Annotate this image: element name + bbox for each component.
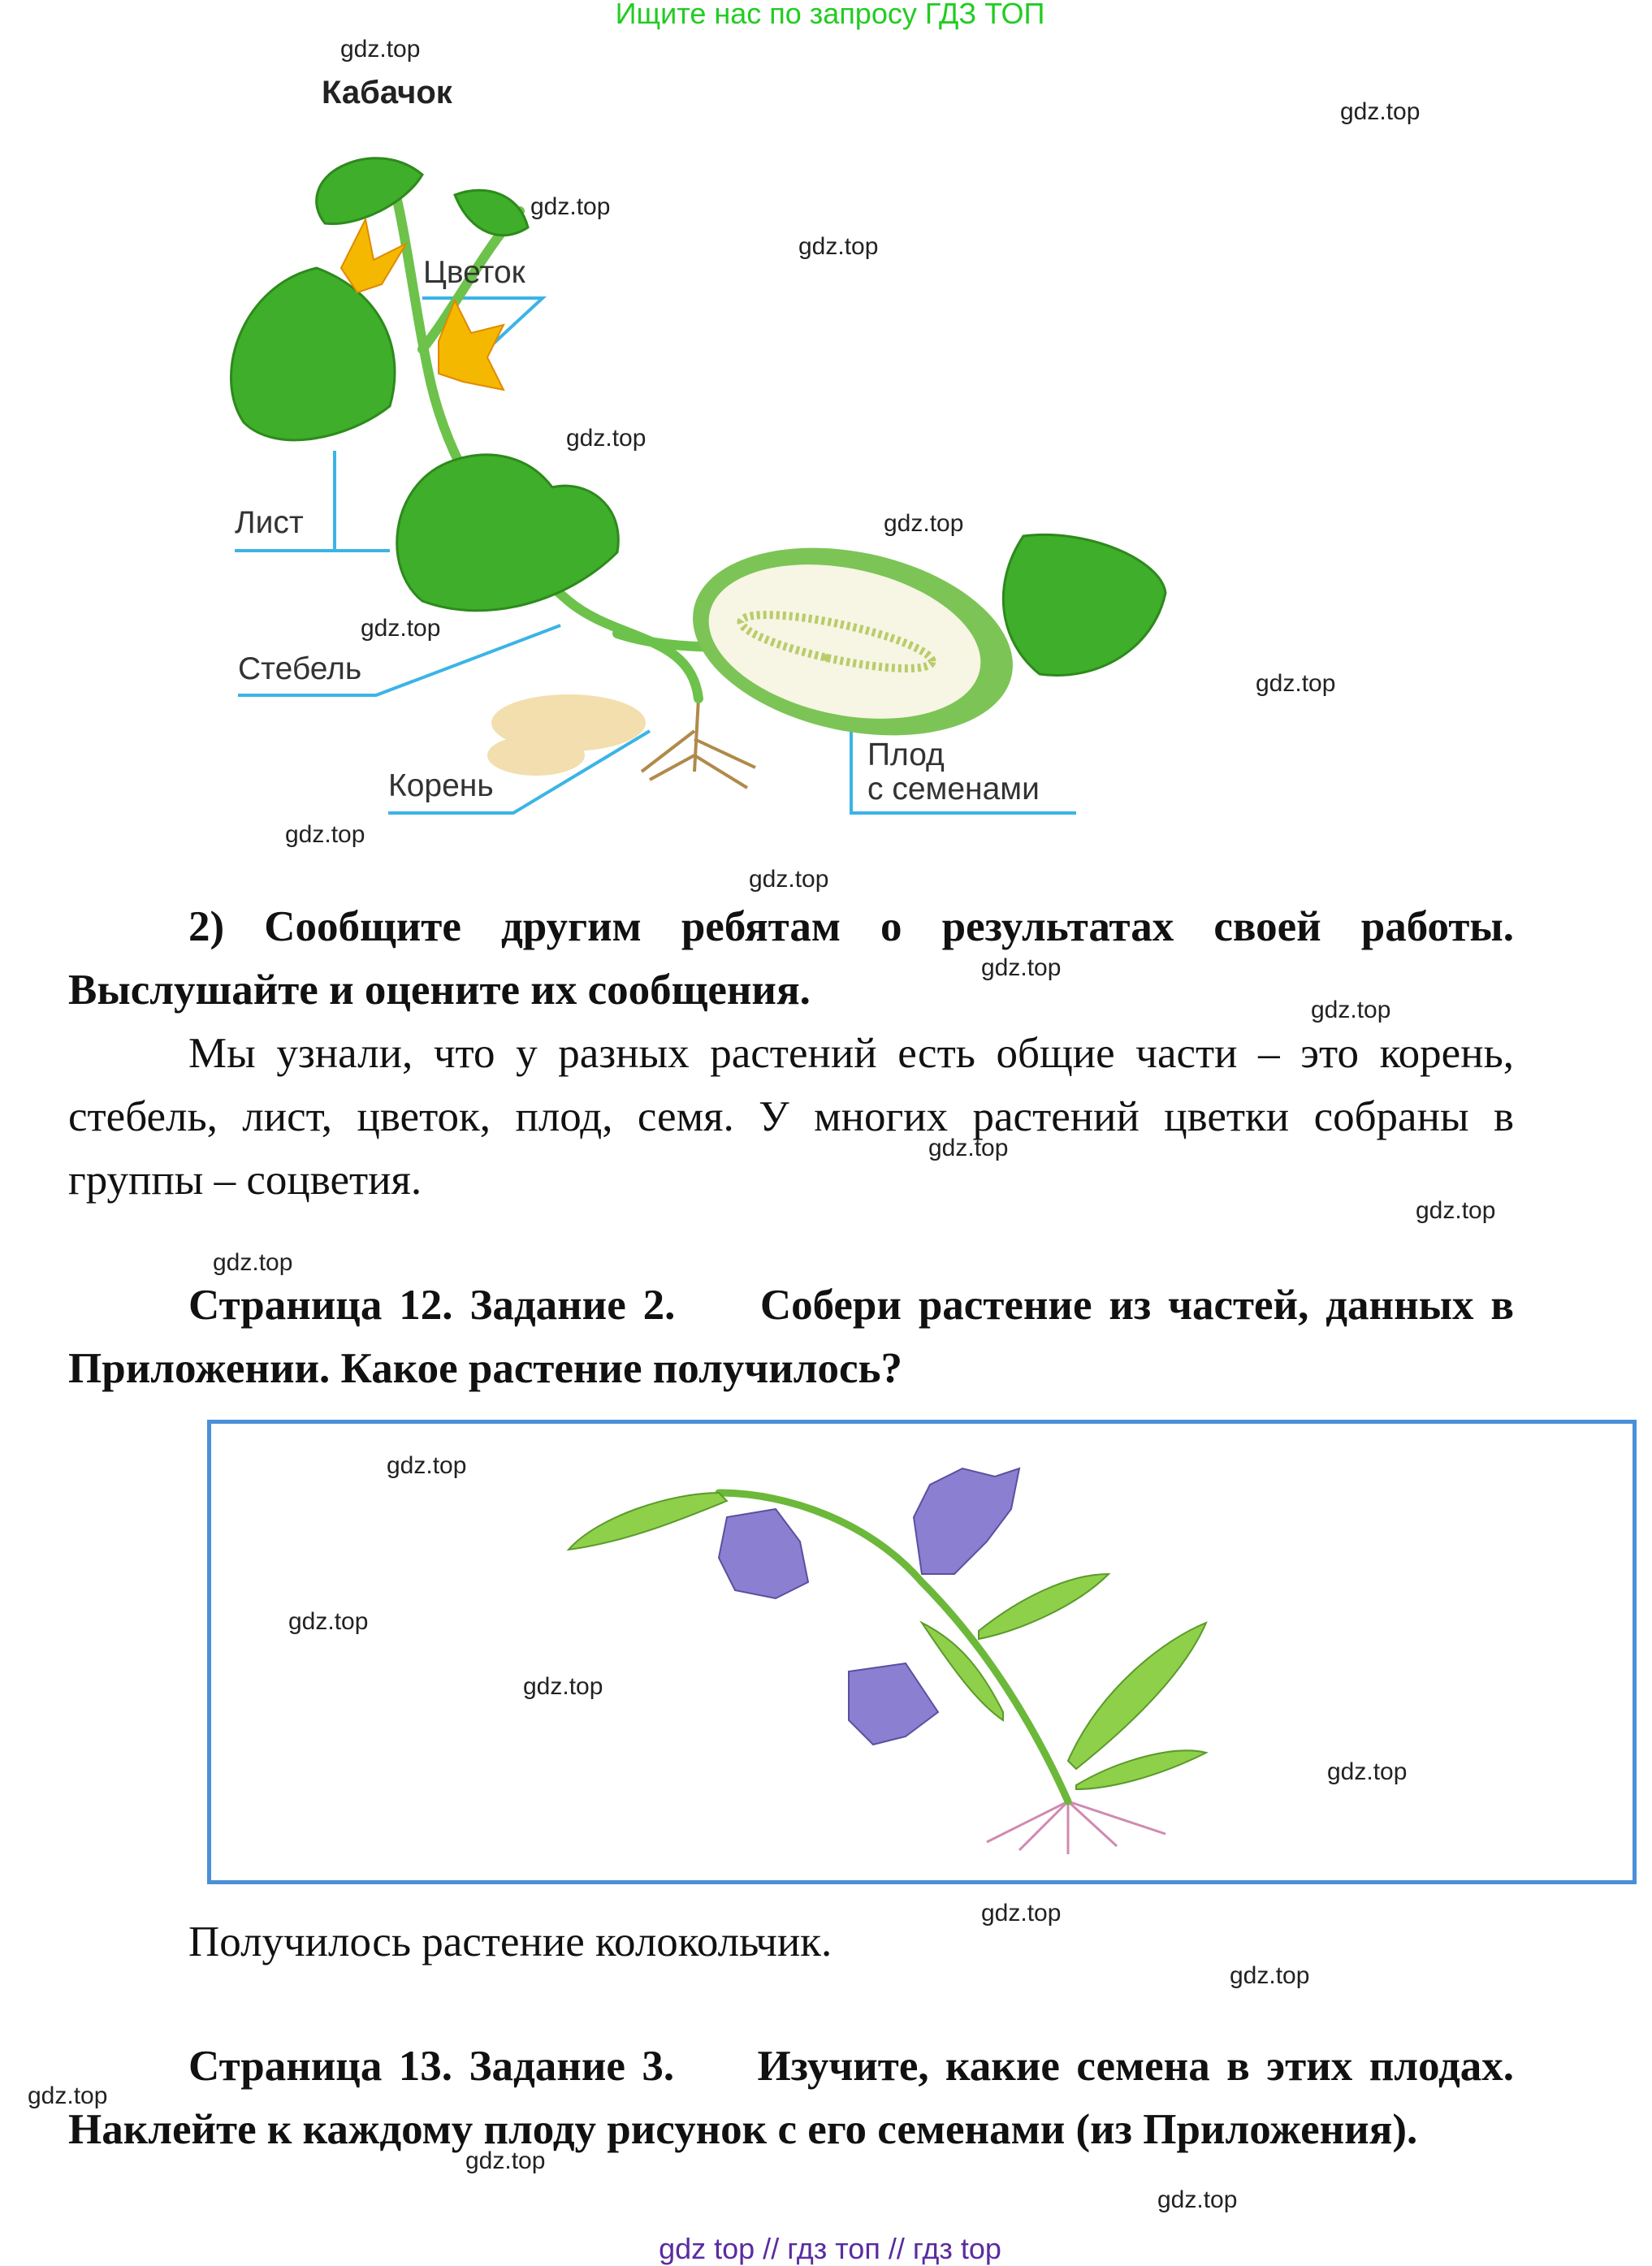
leaf-icon: [397, 455, 619, 611]
watermark: gdz.top: [1416, 1197, 1496, 1224]
watermark: gdz.top: [387, 1452, 467, 1479]
watermark: gdz.top: [1157, 2186, 1238, 2213]
watermark: gdz.top: [361, 615, 441, 642]
section1-heading: 2) Сообщите другим ребятам о результатах своей работы. Выслушайте и оцените их сообщения.: [68, 903, 1514, 1014]
bell-flower-icon: [719, 1509, 808, 1598]
figure-title: Кабачок: [322, 75, 452, 110]
label-flower: Цветок: [423, 255, 525, 290]
bell-flower-icon: [849, 1663, 938, 1745]
section1-answer: Мы узнали, что у разных растений есть общие части – это корень, стебель, лист, цветок, плод, семя. У многих растений цветки собраны в группы – соцветия.: [68, 1030, 1514, 1204]
leaf-icon: [1076, 1750, 1206, 1789]
section2-heading: Страница 12. Задание 2. Собери растение из частей, данных в Приложении. Какое растение получилось?: [68, 1282, 1515, 1392]
watermark: gdz.top: [1340, 98, 1421, 125]
footer-links[interactable]: gdz top // гдз топ // гдз top: [659, 2232, 1001, 2265]
watermark: gdz.top: [1311, 997, 1391, 1023]
flower-icon: [341, 219, 406, 292]
watermark: gdz.top: [285, 821, 365, 848]
label-root: Корень: [388, 768, 494, 803]
watermark: gdz.top: [1327, 1758, 1408, 1785]
label-leaf: Лист: [235, 505, 304, 540]
watermark: gdz.top: [1230, 1962, 1310, 1989]
zucchini-illustration: [0, 0, 1652, 853]
leaf-icon: [569, 1493, 727, 1550]
watermark: gdz.top: [884, 510, 964, 537]
watermark: gdz.top: [530, 193, 611, 220]
bell-flower-icon: [914, 1468, 1019, 1574]
watermark: gdz.top: [213, 1249, 293, 1276]
watermark: gdz.top: [981, 954, 1062, 981]
watermark: gdz.top: [749, 866, 829, 893]
label-fruit-line2: с семенами: [867, 772, 1040, 807]
leaf-icon: [1003, 534, 1165, 675]
roots: [642, 698, 755, 788]
bellflower-illustration: [207, 1420, 1637, 1884]
watermark: gdz.top: [798, 233, 879, 260]
watermark: gdz.top: [566, 425, 647, 452]
section2-answer: Получилось растение колокольчик.: [188, 1918, 832, 1965]
watermark: gdz.top: [928, 1135, 1009, 1161]
leaf-icon: [979, 1574, 1109, 1639]
leaf-icon: [455, 190, 528, 235]
leaf-icon: [1068, 1623, 1206, 1769]
section3-heading: Страница 13. Задание 3. Изучите, какие семена в этих плодах. Наклейте к каждому плоду рисунок с его семенами (из Приложения).: [68, 2043, 1515, 2153]
watermark: gdz.top: [340, 36, 421, 63]
watermark: gdz.top: [465, 2147, 546, 2174]
watermark: gdz.top: [28, 2082, 108, 2109]
label-fruit-line1: Плод: [867, 737, 945, 772]
search-banner: Ищите нас по запросу ГДЗ ТОП: [615, 0, 1045, 30]
fruit: [676, 521, 1031, 763]
leaf-icon: [231, 268, 395, 440]
label-stem: Стебель: [238, 651, 362, 686]
watermark: gdz.top: [1256, 670, 1336, 697]
watermark: gdz.top: [981, 1900, 1062, 1927]
roots: [987, 1801, 1165, 1854]
leaf-icon: [317, 158, 422, 224]
leaves: [569, 1493, 1206, 1789]
soil: [487, 694, 646, 776]
watermark: gdz.top: [523, 1673, 603, 1700]
watermark: gdz.top: [288, 1608, 369, 1635]
